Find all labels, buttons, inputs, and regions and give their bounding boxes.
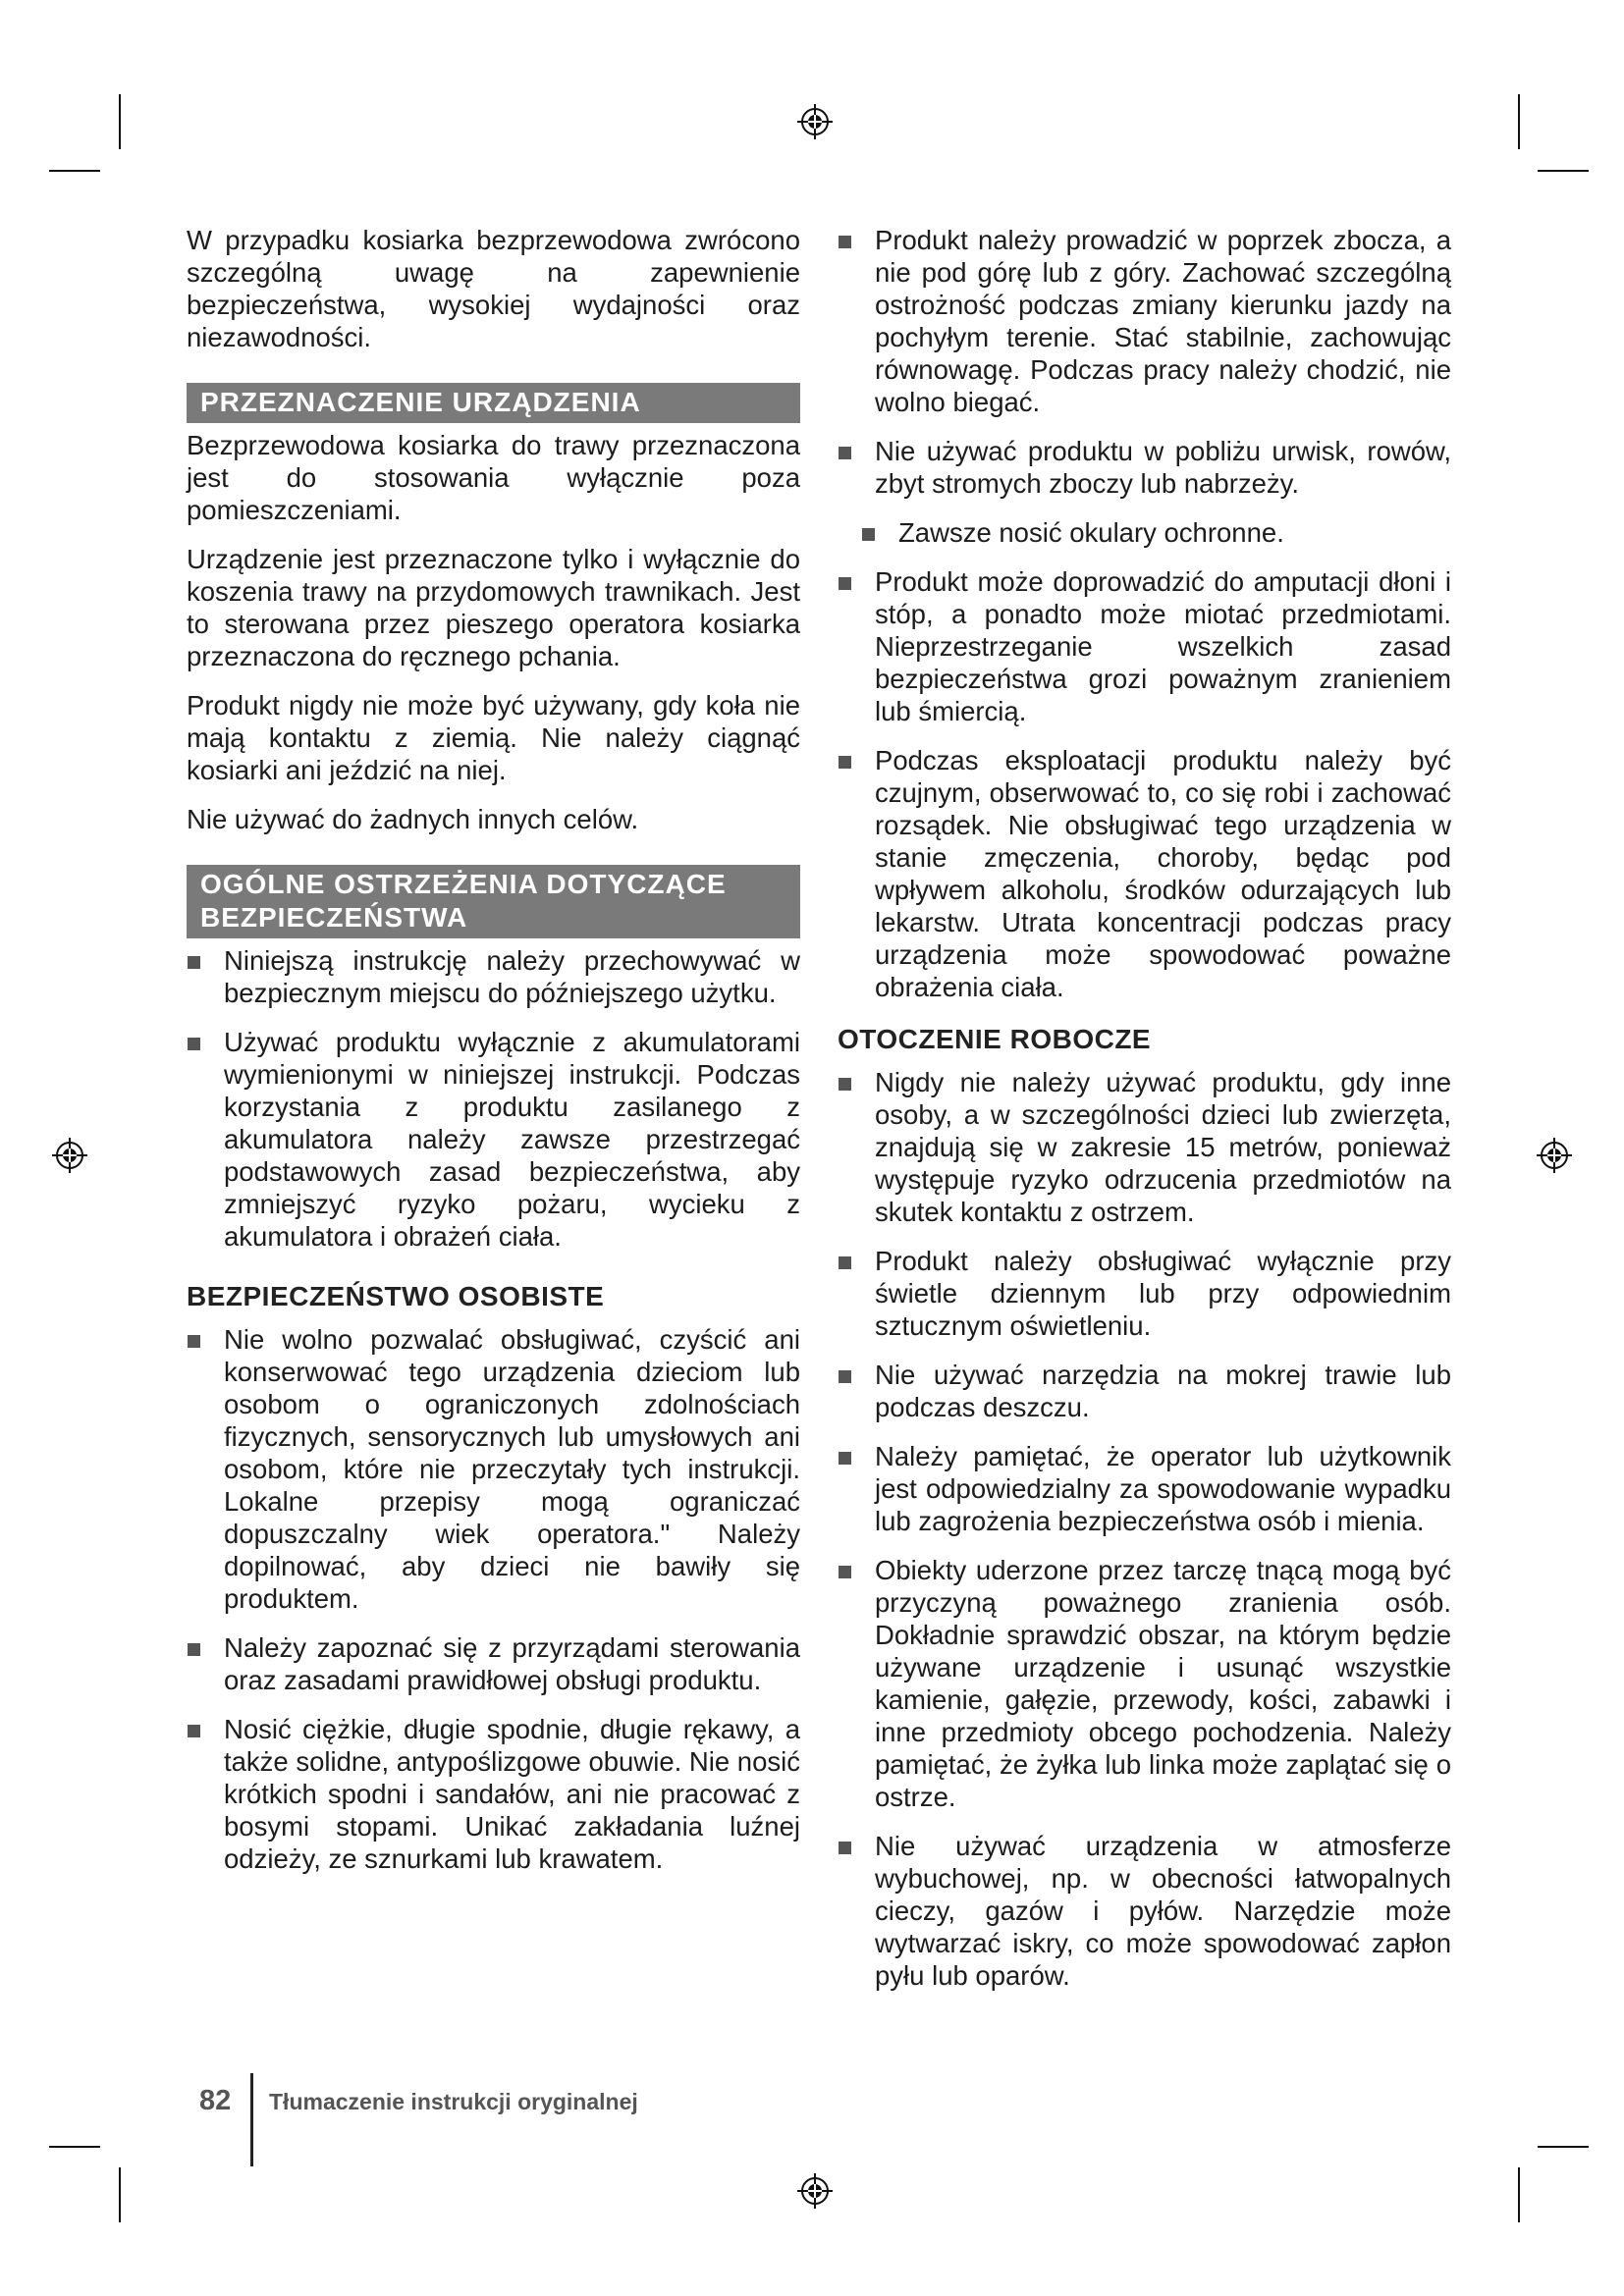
paragraph: Bezprzewodowa kosiarka do trawy przeznaczona jest do stosowania wyłącznie poza pomieszczeniami. <box>187 430 800 525</box>
section-heading-line: OGÓLNE OSTRZEŻENIA DOTYCZĄCE <box>200 869 727 899</box>
crop-mark-bl-vertical <box>119 2167 121 2222</box>
crop-mark-tl-vertical <box>119 94 121 149</box>
registration-mark-icon <box>797 2173 833 2209</box>
list-item-text: Obiekty uderzone przez tarczę tnącą mogą być przyczyną poważnego zranienia osób. Dokładnie sprawdzić obszar, na którym będzie używane urządzenie i usunąć wszystkie kamienie, gałęzie, przewody, kości, zabawki i inne przedmioty obcego pochodzenia. Należy pamiętać, że żyłka lub linka może zaplątać się o ostrze. <box>875 1555 1451 1812</box>
section-heading-intended-use: PRZEZNACZENIE URZĄDZENIA <box>187 383 800 423</box>
bullet-list <box>838 1066 1451 1992</box>
paragraph: Nie używać do żadnych innych celów. <box>187 804 639 834</box>
crop-mark-br-horizontal <box>1538 2146 1589 2148</box>
square-bullet-icon <box>839 756 851 769</box>
list-item-text: Produkt należy prowadzić w poprzek zbocza, a nie pod górę lub z góry. Zachować szczególną ostrożność podczas zmiany kierunku jazdy na pochyłym terenie. Stać stabilnie, zachowując równowagę. Podczas pracy należy chodzić, nie wolno biegać. <box>875 225 1451 417</box>
list-item <box>187 944 800 1009</box>
left-column <box>187 224 800 1892</box>
section-heading-personal-safety: BEZPIECZEŃSTWO OSOBISTE <box>187 1281 605 1311</box>
bullet-list <box>187 944 800 1253</box>
square-bullet-icon <box>188 1335 200 1348</box>
list-item <box>838 1554 1451 1813</box>
square-bullet-icon <box>188 956 200 969</box>
list-item <box>838 744 1451 1003</box>
square-bullet-icon <box>188 1643 200 1656</box>
paragraph: Urządzenie jest przeznaczone tylko i wyłącznie do koszenia trawy na przydomowych trawnikach. Jest to sterowana przez pieszego operatora kosiarka przeznaczona do ręcznego pchania. <box>187 544 800 671</box>
section-heading-general-safety <box>187 865 800 938</box>
list-item-text: Nigdy nie należy używać produktu, gdy inne osoby, a w szczególności dzieci lub zwierzęta, znajdują się w zakresie 15 metrów, ponieważ występuje ryzyko odrzucenia przedmiotów na skutek kontaktu z ostrzem. <box>875 1067 1451 1227</box>
bullet-list <box>838 224 1451 1003</box>
list-item <box>187 1713 800 1875</box>
square-bullet-icon <box>839 1370 851 1383</box>
square-bullet-icon <box>839 1078 851 1091</box>
intro-paragraph: W przypadku kosiarka bezprzewodowa zwrócono szczególną uwagę na zapewnienie bezpieczeństwa, wysokiej wydajności oraz niezawodności. <box>187 225 800 352</box>
list-item <box>838 1440 1451 1537</box>
list-item-text: Należy pamiętać, że operator lub użytkownik jest odpowiedzialny za spowodowanie wypadku lub zagrożenia bezpieczeństwa osób i mienia. <box>875 1441 1451 1536</box>
list-item <box>838 1359 1451 1423</box>
list-item <box>187 1026 800 1253</box>
footer-divider <box>250 2073 253 2166</box>
bullet-list <box>187 1323 800 1875</box>
crop-mark-tl-horizontal <box>49 170 100 172</box>
square-bullet-icon <box>839 1566 851 1578</box>
list-item-text: Nie używać urządzenia w atmosferze wybuchowej, np. w obecności łatwopalnych cieczy, gazów i pyłów. Narzędzie może wytwarzać iskry, co może spowodować zapłon pyłu lub oparów. <box>875 1831 1451 1991</box>
crop-mark-tr-horizontal <box>1538 170 1589 172</box>
crop-mark-br-vertical <box>1518 2167 1520 2222</box>
section-heading-work-area: OTOCZENIE ROBOCZE <box>838 1024 1152 1054</box>
list-item-text: Nie wolno pozwalać obsługiwać, czyścić ani konserwować tego urządzenia dzieciom lub osobom o ograniczonych zdolnościach fizycznych, sensorycznych lub umysłowych ani osobom, które nie przeczytały tych instrukcji. Lokalne przepisy mogą ograniczać dopuszczalny wiek operatora." Należy dopilnować, aby dzieci nie bawiły się produktem. <box>224 1324 800 1614</box>
list-item <box>838 516 1451 549</box>
crop-mark-bl-horizontal <box>49 2146 100 2148</box>
square-bullet-icon <box>839 1256 851 1269</box>
list-item-text: Używać produktu wyłącznie z akumulatorami wymienionymi w niniejszej instrukcji. Podczas korzystania z produktu zasilanego z akumulatora należy zawsze przestrzegać podstawowych zasad bezpieczeństwa, aby zmniejszyć ryzyko pożaru, wycieku z akumulatora i obrażeń ciała. <box>224 1027 800 1252</box>
section-heading-line: BEZPIECZEŃSTWA <box>200 902 468 933</box>
list-item-text: Produkt może doprowadzić do amputacji dłoni i stóp, a ponadto może miotać przedmiotami. Nieprzestrzeganie wszelkich zasad bezpieczeństwa grozi poważnym zranieniem lub śmiercią. <box>875 566 1451 726</box>
list-item <box>838 435 1451 500</box>
square-bullet-icon <box>839 577 851 590</box>
list-item-text: Należy zapoznać się z przyrządami sterowania oraz zasadami prawidłowej obsługi produktu. <box>224 1632 800 1695</box>
square-bullet-icon <box>188 1725 200 1737</box>
registration-mark-icon <box>1537 1138 1572 1173</box>
list-item-text: Nie używać produktu w pobliżu urwisk, rowów, zbyt stromych zboczy lub nabrzeży. <box>875 436 1451 499</box>
square-bullet-icon <box>839 447 851 459</box>
page-number: 82 <box>199 2085 232 2116</box>
square-bullet-icon <box>839 1842 851 1854</box>
list-item <box>838 224 1451 418</box>
square-bullet-icon <box>839 1452 851 1465</box>
registration-mark-icon <box>797 104 833 139</box>
list-item <box>838 565 1451 727</box>
list-item-text: Podczas eksploatacji produktu należy być czujnym, obserwować to, co się robi i zachować rozsądek. Nie obsługiwać tego urządzenia w stanie zmęczenia, choroby, będąc pod wpływem alkoholu, środków odurzających lub lekarstw. Utrata koncentracji podczas pracy urządzenia może spowodować poważne obrażenia ciała. <box>875 745 1451 1002</box>
right-column <box>838 224 1451 2008</box>
square-bullet-icon <box>862 528 875 541</box>
list-item-text: Niniejszą instrukcję należy przechowywać w bezpiecznym miejscu do późniejszego użytku. <box>224 945 800 1008</box>
registration-mark-icon <box>52 1138 87 1173</box>
list-item-text: Produkt należy obsługiwać wyłącznie przy świetle dziennym lub przy odpowiednim sztucznym oświetleniu. <box>875 1246 1451 1341</box>
list-item <box>187 1631 800 1696</box>
list-item <box>838 1245 1451 1342</box>
list-item <box>838 1066 1451 1228</box>
square-bullet-icon <box>839 236 851 248</box>
crop-mark-tr-vertical <box>1518 94 1520 149</box>
paragraph: Produkt nigdy nie może być używany, gdy koła nie mają kontaktu z ziemią. Nie należy ciągnąć kosiarki ani jeździć na niej. <box>187 690 800 785</box>
square-bullet-icon <box>188 1038 200 1050</box>
list-item-text: Nie używać narzędzia na mokrej trawie lub podczas deszczu. <box>875 1360 1451 1422</box>
footer-caption: Tłumaczenie instrukcji oryginalnej <box>269 2089 638 2114</box>
list-item-text: Nosić ciężkie, długie spodnie, długie rękawy, a także solidne, antypoślizgowe obuwie. Nie nosić krótkich spodni i sandałów, ani nie pracować z bosymi stopami. Unikać zakładania luźnej odzieży, ze sznurkami lub krawatem. <box>224 1714 800 1874</box>
list-item <box>838 1830 1451 1992</box>
list-item-text: Zawsze nosić okulary ochronne. <box>898 517 1284 548</box>
list-item <box>187 1323 800 1615</box>
